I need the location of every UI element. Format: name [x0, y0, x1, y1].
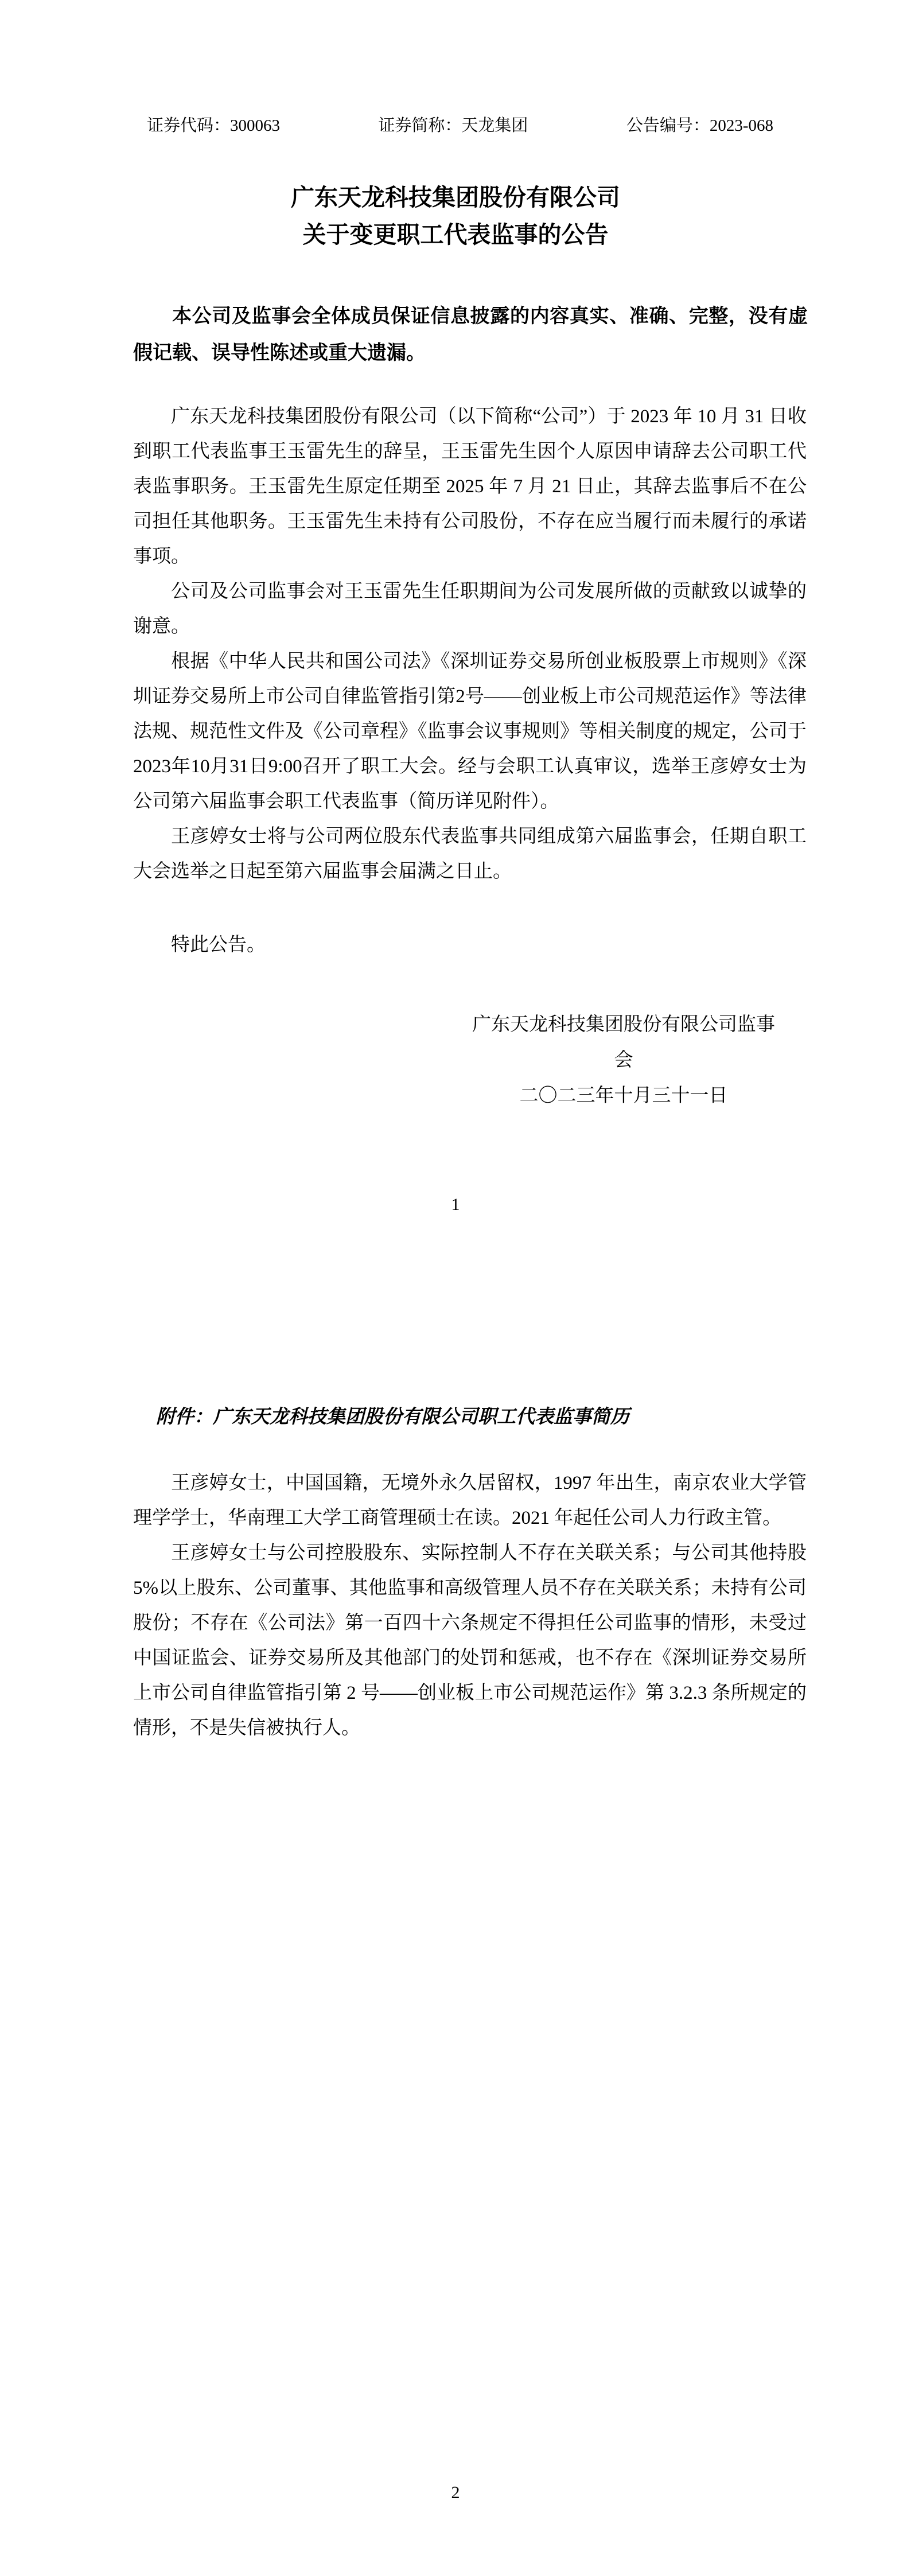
signature-date: 二〇二三年十月三十一日	[519, 1085, 728, 1106]
page-number-2: 2	[451, 2483, 460, 2502]
document-title	[0, 179, 911, 254]
closing-statement: 特此公告。	[171, 935, 266, 955]
title-line-1: 广东天龙科技集团股份有限公司	[291, 184, 620, 211]
paragraph-term: 王彦婷女士将与公司两位股东代表监事共同组成第六届监事会，任期自职工大会选举之日起至第六届监事会届满之日止。	[133, 826, 807, 882]
attachment-title: 附件：广东天龙科技集团股份有限公司职工代表监事简历	[156, 1407, 629, 1427]
signature-entity: 广东天龙科技集团股份有限公司监事会	[472, 1014, 775, 1071]
announcement-number: 公告编号：2023-068	[626, 116, 773, 135]
announcement-body	[133, 399, 807, 889]
paragraph-resume: 王彦婷女士，中国国籍，无境外永久居留权，1997 年出生，南京农业大学管理学学士，华南理工大学工商管理硕士在读。2021 年起任公司人力行政主管。	[133, 1473, 807, 1528]
paragraph-resignation: 广东天龙科技集团股份有限公司（以下简称“公司”）于 2023 年 10 月 31 日收到职工代表监事王玉雷先生的辞呈，王玉雷先生因个人原因申请辞去公司职工代表监事职务。王玉雷先生原定任期至 2025 年 7 月 21 日止，其辞去监事后不在公司担任其他职务。王玉雷先生未持有公司股份，不存在应当履行而未履行的承诺事项。	[133, 406, 807, 567]
paragraph-relationship: 王彦婷女士与公司控股股东、实际控制人不存在关联关系；与公司其他持股 5%以上股东、公司董事、其他监事和高级管理人员不存在关联关系；未持有公司股份；不存在《公司法》第一百四十六条规定不得担任公司监事的情形，未受过中国证监会、证券交易所及其他部门的处罚和惩戒，也不存在《深圳证券交易所上市公司自律监管指引第 2 号——创业板上市公司规范运作》第 3.2.3 条所规定的情形，不是失信被执行人。	[133, 1543, 807, 1738]
page-2	[0, 1288, 911, 2576]
truthfulness-declaration: 本公司及监事会全体成员保证信息披露的内容真实、准确、完整，没有虚假记载、误导性陈述或重大遗漏。	[133, 306, 808, 364]
stock-code: 证券代码：300063	[147, 116, 281, 135]
paragraph-gratitude: 公司及公司监事会对王玉雷先生任职期间为公司发展所做的贡献致以诚挚的谢意。	[133, 581, 807, 637]
title-line-2: 关于变更职工代表监事的公告	[302, 221, 609, 248]
paragraph-election: 根据《中华人民共和国公司法》《深圳证券交易所创业板股票上市规则》《深圳证券交易所上市公司自律监管指引第2号——创业板上市公司规范运作》等法律法规、规范性文件及《公司章程》《监事会议事规则》等相关制度的规定，公司于2023年10月31日9:00召开了职工大会。经与会职工认真审议，选举王彦婷女士为公司第六届监事会职工代表监事（简历详见附件）。	[133, 651, 807, 812]
attachment-body	[133, 1466, 807, 1746]
page-number-1: 1	[451, 1195, 460, 1214]
signature-block	[463, 1007, 784, 1114]
stock-short-name: 证券简称：天龙集团	[378, 116, 528, 135]
document-header	[147, 115, 773, 137]
